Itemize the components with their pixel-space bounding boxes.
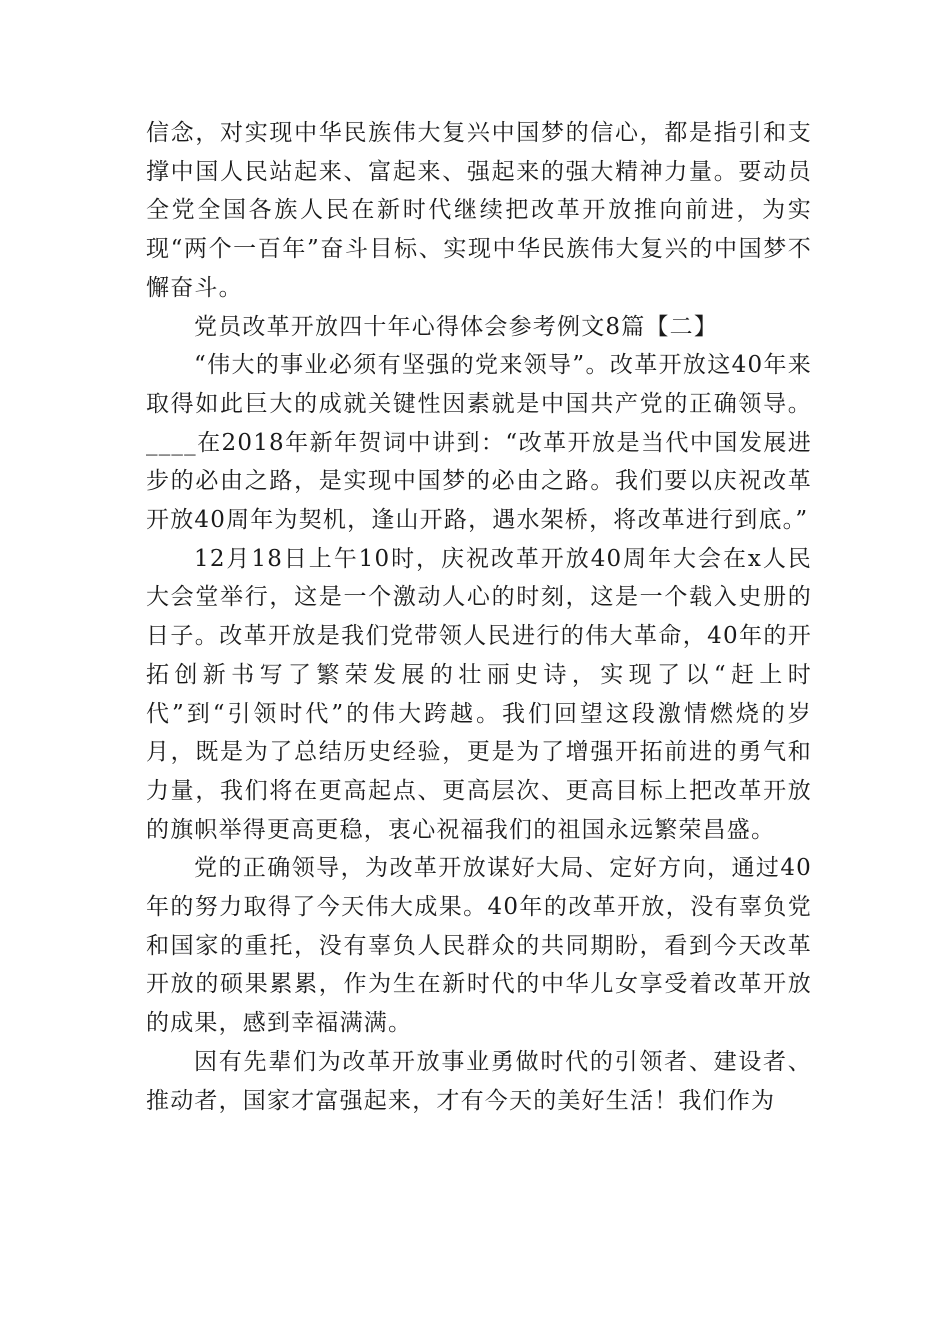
paragraph: “伟大的事业必须有坚强的党来领导”。改革开放这40年来取得如此巨大的成就关键性因素就是中国共产党的正确领导。____在2018年新年贺词中讲到：“改革开放是当代中国发展进步的必由之路，是实现中国梦的必由之路。我们要以庆祝改革开放40周年为契机，逢山开路，遇水架桥，将改革进行到底。” — [146, 352, 812, 534]
document-body — [146, 114, 812, 1120]
paragraph: 党的正确领导，为改革开放谋好大局、定好方向，通过40年的努力取得了今天伟大成果。40年的改革开放，没有辜负党和国家的重托，没有辜负人民群众的共同期盼，看到今天改革开放的硕果累累，作为生在新时代的中华儿女享受着改革开放的成果，感到幸福满满。 — [146, 855, 812, 1037]
paragraph: 12月18日上午10时，庆祝改革开放40周年大会在x人民大会堂举行，这是一个激动人心的时刻，这是一个载入史册的日子。改革开放是我们党带领人民进行的伟大革命，40年的开拓创新书写了繁荣发展的壮丽史诗，实现了以“赶上时代”到“引领时代”的伟大跨越。我们回望这段激情燃烧的岁月，既是为了总结历史经验，更是为了增强开拓前进的勇气和力量，我们将在更高起点、更高层次、更高目标上把改革开放的旗帜举得更高更稳，衷心祝福我们的祖国永远繁荣昌盛。 — [146, 545, 812, 843]
section-heading: 党员改革开放四十年心得体会参考例文8篇【二】 — [194, 313, 719, 340]
paragraph: 因有先辈们为改革开放事业勇做时代的引领者、建设者、推动者，国家才富强起来，才有今天的美好生活！我们作为 — [146, 1048, 812, 1114]
paragraph-continuation: 信念，对实现中华民族伟大复兴中国梦的信心，都是指引和支撑中国人民站起来、富起来、强起来的强大精神力量。要动员全党全国各族人民在新时代继续把改革开放推向前进，为实现“两个一百年”奋斗目标、实现中华民族伟大复兴的中国梦不懈奋斗。 — [146, 120, 812, 301]
